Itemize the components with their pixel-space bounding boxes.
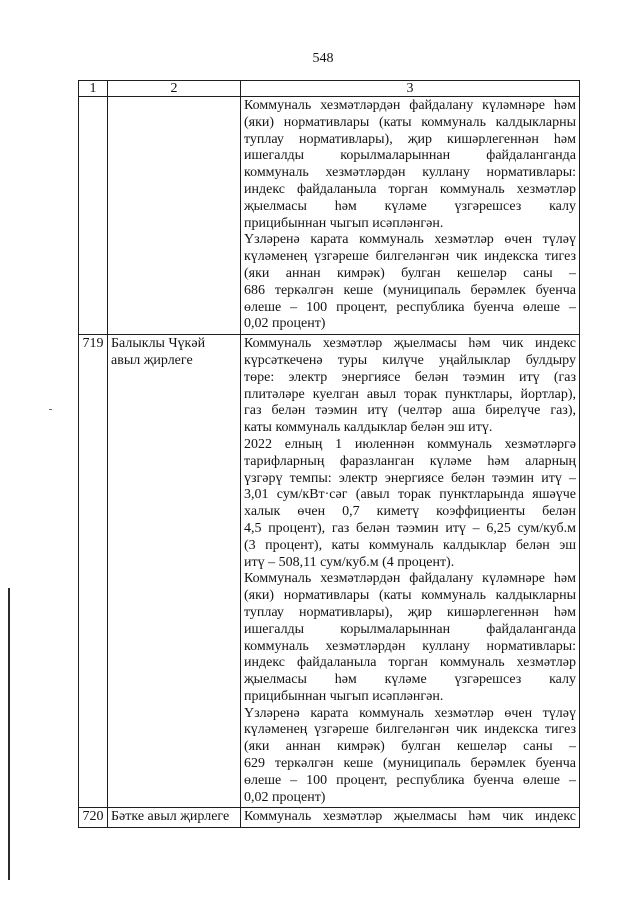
- description-line: Коммуналь хезмәтләр җыелмасы һәм чик индекс: [244, 336, 576, 352]
- settlement-cell: [108, 808, 241, 828]
- scan-speck: [49, 409, 52, 410]
- document-table: [78, 80, 580, 828]
- description-line: Коммуналь хезмәтләр җыелмасы һәм чик индекс: [244, 809, 576, 825]
- description-paragraph: [244, 336, 576, 437]
- description-line: ишегалды корылмаларыннан файдаланганда: [244, 148, 576, 164]
- settlement-name-line: Бәтке авыл җирлеге: [111, 809, 230, 825]
- description-line: (яки аннан кимрәк) булган кешеләр саны –: [244, 265, 576, 281]
- description-line: (яки) нормативлары (каты коммуналь калдыкларны: [244, 588, 576, 604]
- description-paragraph: [244, 571, 576, 705]
- description-cell: [241, 97, 580, 335]
- description-line: Коммуналь хезмәтләрдән файдалану күләмнәре һәм: [244, 571, 576, 587]
- description-line: ишегалды корылмаларыннан файдаланганда: [244, 621, 576, 637]
- description-line: каты коммуналь калдыклар белән эш итү.: [244, 420, 493, 436]
- description-line: тарифларның фаразланган күләме һәм аларның: [244, 453, 576, 469]
- header-cell-description: 3: [241, 81, 580, 97]
- header-cell-number: 1: [79, 81, 108, 97]
- description-paragraph: [244, 706, 576, 807]
- settlement-name-line: авыл җирлеге: [111, 352, 193, 368]
- description-line: 2022 елның 1 июленнән коммуналь хезмәтләргә: [244, 436, 576, 452]
- table-header-row: [79, 81, 580, 97]
- table-row: [79, 97, 580, 335]
- description-line: җыелмасы һәм күләме үзгәрешсез калу: [244, 672, 576, 688]
- page-number: 548: [312, 51, 334, 66]
- description-line: күләменең үзгәреше билгеләнгән чик индекска тигез: [244, 722, 576, 738]
- description-line: 0,02 процент): [244, 316, 326, 332]
- description-line: 0,02 процент): [244, 789, 326, 805]
- description-cell: [241, 808, 580, 828]
- description-line: (яки аннан кимрәк) булган кешеләр саны –: [244, 739, 576, 755]
- description-line: Үзләренә карата коммуналь хезмәтләр өчен түләү: [244, 705, 576, 721]
- description-paragraph: [244, 809, 576, 826]
- description-cell: [241, 335, 580, 808]
- header-cell-settlement: 2: [108, 81, 241, 97]
- description-line: прицибыннан чыгып исәпләнгән.: [244, 215, 444, 231]
- description-line: 4,5 процент), газ белән тәэмин итү – 6,25 сум/куб.м: [244, 520, 576, 536]
- settlement-cell: [108, 97, 241, 335]
- settlement-name-line: Балыклы Чүкәй: [111, 336, 206, 352]
- description-line: прицибыннан чыгып исәпләнгән.: [244, 688, 444, 704]
- description-line: итү – 508,11 сум/куб.м (4 процент).: [244, 554, 455, 570]
- description-line: (яки) нормативлары (каты коммуналь калдыкларны: [244, 114, 576, 130]
- row-number: 720: [82, 809, 104, 825]
- description-line: 629 теркәлгән кеше (муниципаль берәмлек буенча: [244, 756, 576, 772]
- description-line: Коммуналь хезмәтләрдән файдалану күләмнәре һәм: [244, 98, 576, 113]
- description-line: җыелмасы һәм күләме үзгәрешсез калу: [244, 198, 576, 214]
- description-line: өлеше – 100 процент, республика буенча өлеше –: [244, 772, 576, 788]
- scan-edge-shadow: [8, 588, 10, 880]
- description-line: коммуналь хезмәтләрдән куллану нормативлары:: [244, 638, 576, 654]
- row-number-cell: [79, 808, 108, 828]
- description-paragraph: [244, 232, 576, 333]
- description-line: индекс файдаланыла торган коммуналь хезмәтләр: [244, 181, 576, 197]
- description-line: 3,01 сум/кВт·сәг (авыл торак пунктларында яшәүче: [244, 487, 576, 503]
- description-line: үзгәрү темпы: электр энергиясе белән тәэмин итү –: [244, 470, 576, 486]
- table-row: [79, 335, 580, 808]
- description-line: туплау нормативлары), җир кишәрлегеннән һәм: [244, 131, 576, 147]
- description-line: коммуналь хезмәтләрдән куллану нормативлары:: [244, 165, 576, 181]
- row-number-cell: [79, 97, 108, 335]
- description-line: (3 процент), каты коммуналь калдыклар белән эш: [244, 537, 576, 553]
- description-line: туплау нормативлары), җир кишәрлегеннән һәм: [244, 604, 576, 620]
- description-line: Үзләренә карата коммуналь хезмәтләр өчен түләү: [244, 232, 576, 248]
- description-line: плитәләре куелган авыл торак пунктлары, йортлар),: [244, 386, 576, 402]
- description-paragraph: [244, 98, 576, 232]
- row-number-cell: [79, 335, 108, 808]
- description-line: төре: электр энергиясе белән тәэмин итү (газ: [244, 369, 576, 385]
- row-number: 719: [82, 336, 104, 352]
- table-row: [79, 808, 580, 828]
- settlement-cell: [108, 335, 241, 808]
- description-line: өлеше – 100 процент, республика буенча өлеше –: [244, 299, 576, 315]
- description-line: индекс файдаланыла торган коммуналь хезмәтләр: [244, 655, 576, 671]
- description-line: халык өчен 0,7 киметү коэффициенты белән: [244, 504, 576, 520]
- description-line: күрсәткеченә туры килүче уңайлыклар булдыру: [244, 352, 576, 368]
- description-line: күләменең үзгәреше билгеләнгән чик индекска тигез: [244, 249, 576, 265]
- description-line: 686 теркәлгән кеше (муниципаль берәмлек буенча: [244, 282, 576, 298]
- description-paragraph: [244, 437, 576, 571]
- description-line: газ белән тәэмин итү (челтәр аша бирелүче газ),: [244, 403, 576, 419]
